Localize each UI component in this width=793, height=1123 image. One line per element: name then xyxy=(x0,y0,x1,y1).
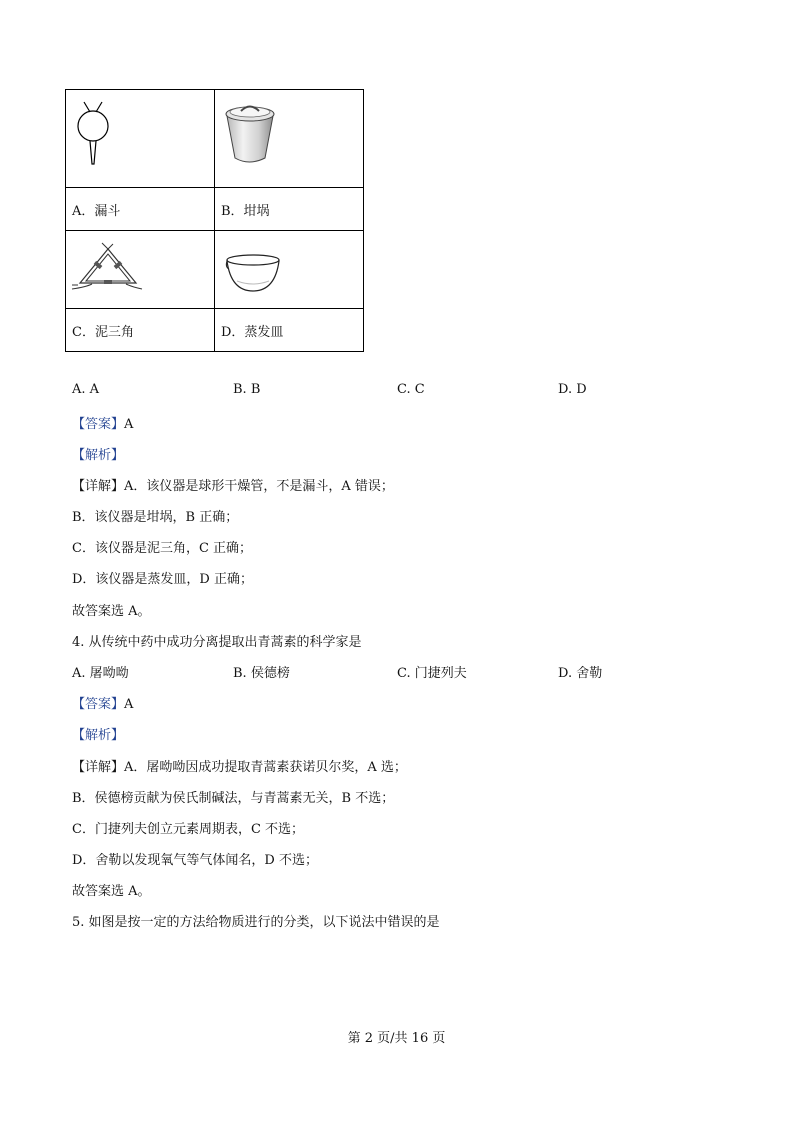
q4-detail-line-2: B．侯德榜贡献为侯氏制碱法，与青蒿素无关，B 不选； xyxy=(72,791,395,806)
q4-option-b: B. 侯德榜 xyxy=(233,666,290,681)
q4-option-d: D. 舍勒 xyxy=(558,666,603,681)
answer-value: A xyxy=(124,417,134,432)
detail-tag: 【详解】 xyxy=(72,760,125,775)
q4-detail-line-4: D．舍勒以发现氧气等气体闻名，D 不选； xyxy=(72,853,318,868)
cell-image-c xyxy=(66,231,215,309)
cell-label-c: C．泥三角 xyxy=(66,309,215,352)
q4-answer xyxy=(72,693,133,712)
q4-option-a: A. 屠呦呦 xyxy=(72,666,129,681)
cell-label-b: B．坩埚 xyxy=(215,188,364,231)
q4-conclusion: 故答案选 A。 xyxy=(72,884,151,899)
q3-option-b: B. B xyxy=(233,382,261,397)
q4-analysis-tag: 【解析】 xyxy=(72,728,125,743)
q3-answer xyxy=(72,413,133,432)
q3-detail-line-1 xyxy=(72,475,394,494)
cell-image-a xyxy=(66,90,215,188)
q3-option-d: D. D xyxy=(558,382,587,397)
q4-detail-line-3: C．门捷列夫创立元素周期表，C 不选； xyxy=(72,822,305,837)
cell-image-b xyxy=(215,90,364,188)
page-footer xyxy=(0,1027,793,1046)
q3-detail-line-4: D．该仪器是蒸发皿，D 正确； xyxy=(72,572,253,587)
cell-label-d: D．蒸发皿 xyxy=(215,309,364,352)
q4-stem: 4. 从传统中药中成功分离提取出青蒿素的科学家是 xyxy=(72,635,362,650)
detail-text: A．屠呦呦因成功提取青蒿素获诺贝尔奖，A 选； xyxy=(124,760,407,775)
q3-conclusion: 故答案选 A。 xyxy=(72,604,151,619)
page-number: 第 2 页/共 16 页 xyxy=(347,1031,446,1046)
evaporating-dish-icon xyxy=(215,231,363,304)
q5-stem: 5. 如图是按一定的方法给物质进行的分类，以下说法中错误的是 xyxy=(72,915,440,930)
cell-label-a: A．漏斗 xyxy=(66,188,215,231)
q4-detail-line-1 xyxy=(72,756,407,775)
q3-option-c: C. C xyxy=(397,382,425,397)
clay-triangle-icon xyxy=(66,231,214,304)
q4-option-c: C. 门捷列夫 xyxy=(397,666,467,681)
detail-tag: 【详解】 xyxy=(72,479,125,494)
q3-detail-line-2: B．该仪器是坩埚，B 正确； xyxy=(72,510,239,525)
q3-detail-line-3: C．该仪器是泥三角，C 正确； xyxy=(72,541,253,556)
apparatus-table xyxy=(65,89,364,352)
crucible-icon xyxy=(215,90,363,183)
answer-value: A xyxy=(124,697,134,712)
answer-tag: 【答案】 xyxy=(72,697,125,712)
answer-tag: 【答案】 xyxy=(72,417,125,432)
q3-analysis-tag: 【解析】 xyxy=(72,448,125,463)
cell-image-d xyxy=(215,231,364,309)
detail-text: A．该仪器是球形干燥管，不是漏斗，A 错误； xyxy=(124,479,394,494)
q3-option-a: A. A xyxy=(72,382,100,397)
drying-tube-icon xyxy=(66,90,214,183)
